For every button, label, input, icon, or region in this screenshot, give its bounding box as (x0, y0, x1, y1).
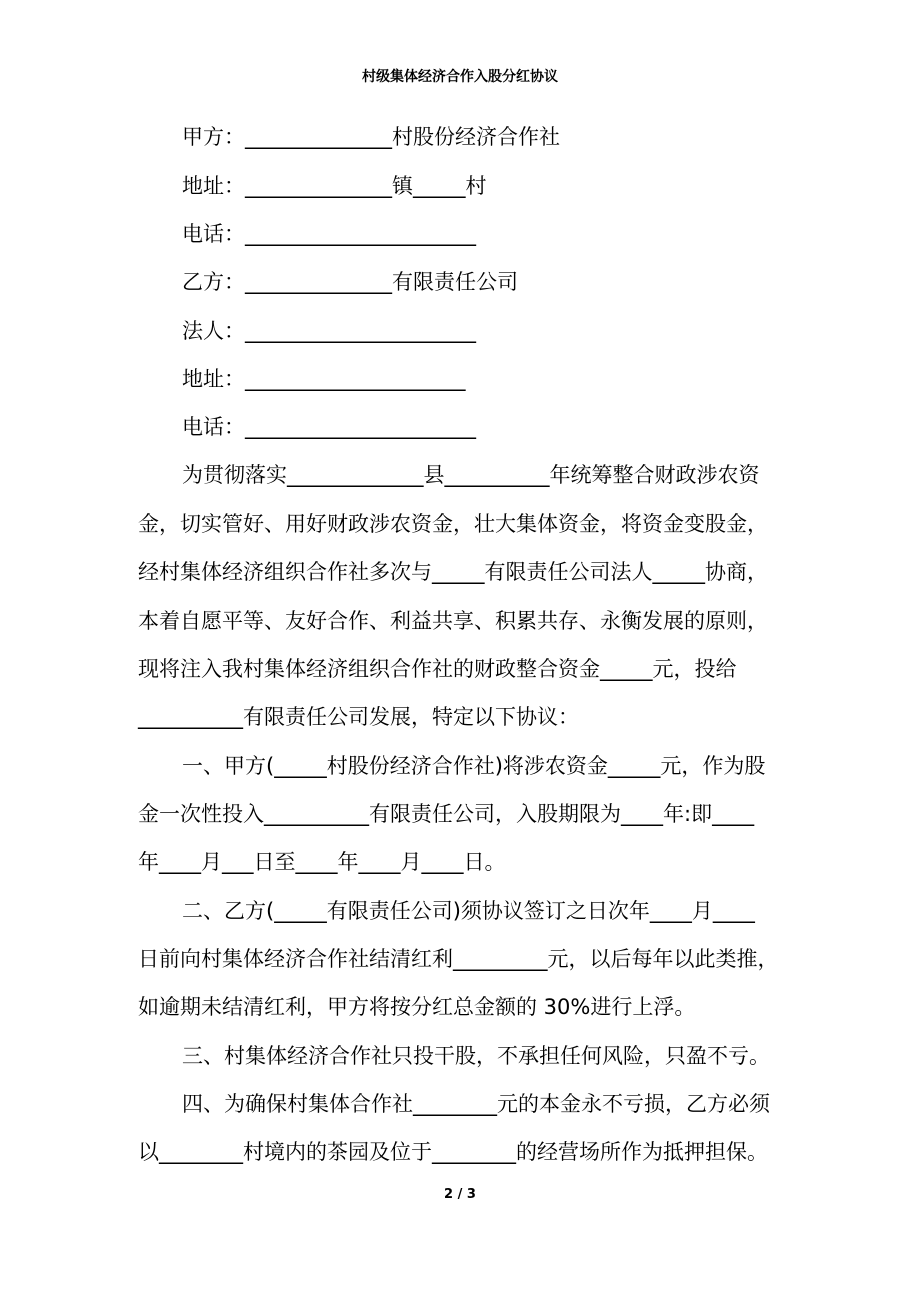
party-b-address-line: 地址：_____________________ (182, 367, 466, 391)
preamble-line: 本着自愿平等、友好合作、利益共享、积累共存、永衡发展的原则， (138, 609, 768, 633)
party-a-address-line: 地址：______________镇_____村 (182, 174, 487, 198)
party-b-phone-line: 电话：______________________ (182, 415, 476, 439)
clause-3-line: 三、村集体经济合作社只投干股，不承担任何风险，只盈不亏。 (182, 1044, 770, 1068)
party-a-line: 甲方：______________村股份经济合作社 (182, 125, 560, 149)
clause-2-line: 二、乙方(_____有限责任公司)须协议签订之日次年____月____ (182, 899, 755, 923)
page-number: 2 / 3 (444, 1187, 476, 1202)
preamble-line: 为贯彻落实_____________县__________年统筹整合财政涉农资 (182, 463, 760, 487)
document-title: 村级集体经济合作入股分红协议 (362, 69, 558, 85)
preamble-line: __________有限责任公司发展，特定以下协议： (138, 705, 579, 729)
clause-2-line: 如逾期未结清红利，甲方将按分红总金额的 30%进行上浮。 (138, 995, 696, 1019)
clause-4-line: 四、为确保村集体合作社________元的本金永不亏损，乙方必须 (182, 1092, 770, 1116)
preamble-line: 经村集体经济组织合作社多次与_____有限责任公司法人_____协商， (138, 560, 768, 584)
clause-4-line: 以________村境内的茶园及位于________的经营场所作为抵押担保。 (138, 1140, 768, 1164)
party-b-legal-person-line: 法人：______________________ (182, 319, 476, 343)
clause-1-line: 金一次性投入__________有限责任公司，入股期限为____年:即____ (138, 802, 755, 826)
clause-1-line: 一、甲方(_____村股份经济合作社)将涉农资金_____元，作为股 (182, 754, 766, 778)
party-a-phone-line: 电话：______________________ (182, 222, 476, 246)
party-b-line: 乙方：______________有限责任公司 (182, 270, 518, 294)
clause-1-line: 年____月___日至____年____月____日。 (138, 850, 506, 874)
clause-2-line: 日前向村集体经济合作社结清红利_________元，以后每年以此类推， (138, 947, 779, 971)
preamble-line: 现将注入我村集体经济组织合作社的财政整合资金_____元，投给 (138, 657, 737, 681)
preamble-line: 金，切实管好、用好财政涉农资金，壮大集体资金，将资金变股金， (138, 512, 768, 536)
